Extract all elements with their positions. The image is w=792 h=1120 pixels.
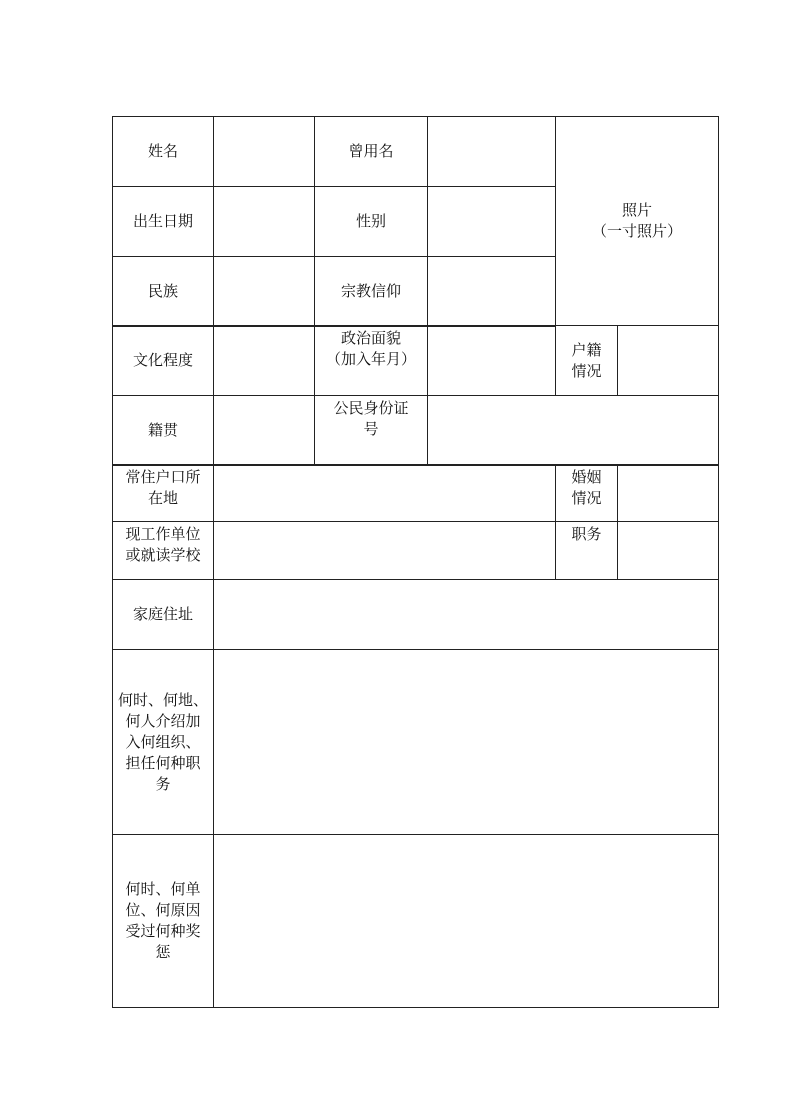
rewards-label-cell xyxy=(112,834,214,1008)
workplace-label: 现工作单位 或就读学校 xyxy=(125,525,201,564)
home-address-label-cell xyxy=(112,579,214,650)
position-field[interactable] xyxy=(617,521,719,580)
organization-field[interactable] xyxy=(213,649,719,835)
ethnicity-label-cell xyxy=(112,256,214,327)
political-status-label-cell xyxy=(314,325,428,396)
religion-label: 宗教信仰 xyxy=(340,282,401,300)
name-field[interactable] xyxy=(213,116,315,187)
position-label: 职务 xyxy=(571,525,602,543)
id-number-label: 公民身份证 号 xyxy=(333,399,409,438)
political-status-label: 政治面貌 （加入年月） xyxy=(325,329,416,368)
birth-date-label: 出生日期 xyxy=(132,212,193,230)
gender-field[interactable] xyxy=(427,186,556,257)
residence-field[interactable] xyxy=(213,464,556,522)
household-label-cell xyxy=(555,325,618,396)
marital-label-cell xyxy=(555,464,618,522)
organization-label-cell xyxy=(112,649,214,835)
photo-label: 照片 （一寸照片） xyxy=(591,201,682,240)
gender-label: 性别 xyxy=(355,212,386,230)
organization-label: 何时、何地、 何人介绍加 入何组织、 担任何种职 务 xyxy=(117,690,208,793)
home-address-field[interactable] xyxy=(213,579,719,650)
household-field[interactable] xyxy=(617,325,719,396)
residence-label: 常住户口所 在地 xyxy=(125,468,201,507)
marital-field[interactable] xyxy=(617,464,719,522)
workplace-field[interactable] xyxy=(213,521,556,580)
rewards-label: 何时、何单 位、何原因 受过何种奖 惩 xyxy=(125,880,201,961)
household-label: 户籍 情况 xyxy=(571,340,602,380)
residence-label-cell xyxy=(112,464,214,522)
education-label-cell xyxy=(112,325,214,396)
workplace-label-cell xyxy=(112,521,214,580)
ethnicity-field[interactable] xyxy=(213,256,315,327)
religion-field[interactable] xyxy=(427,256,556,327)
former-name-label-cell xyxy=(314,116,428,187)
religion-label-cell xyxy=(314,256,428,327)
ethnicity-label: 民族 xyxy=(147,282,178,300)
education-field[interactable] xyxy=(213,325,315,396)
photo-cell[interactable] xyxy=(555,116,719,326)
personal-info-form xyxy=(112,116,719,1008)
gender-label-cell xyxy=(314,186,428,257)
birth-date-label-cell xyxy=(112,186,214,257)
education-label: 文化程度 xyxy=(132,351,193,369)
former-name-label: 曾用名 xyxy=(348,142,394,160)
former-name-field[interactable] xyxy=(427,116,556,187)
position-label-cell xyxy=(555,521,618,580)
rewards-field[interactable] xyxy=(213,834,719,1008)
native-place-field[interactable] xyxy=(213,395,315,466)
native-place-label: 籍贯 xyxy=(147,421,178,439)
name-label-cell xyxy=(112,116,214,187)
marital-label: 婚姻 情况 xyxy=(571,468,602,507)
id-number-label-cell xyxy=(314,395,428,466)
home-address-label: 家庭住址 xyxy=(132,605,193,623)
political-status-field[interactable] xyxy=(427,325,556,396)
id-number-field[interactable] xyxy=(427,395,719,466)
birth-date-field[interactable] xyxy=(213,186,315,257)
name-label: 姓名 xyxy=(147,142,178,160)
native-place-label-cell xyxy=(112,395,214,466)
